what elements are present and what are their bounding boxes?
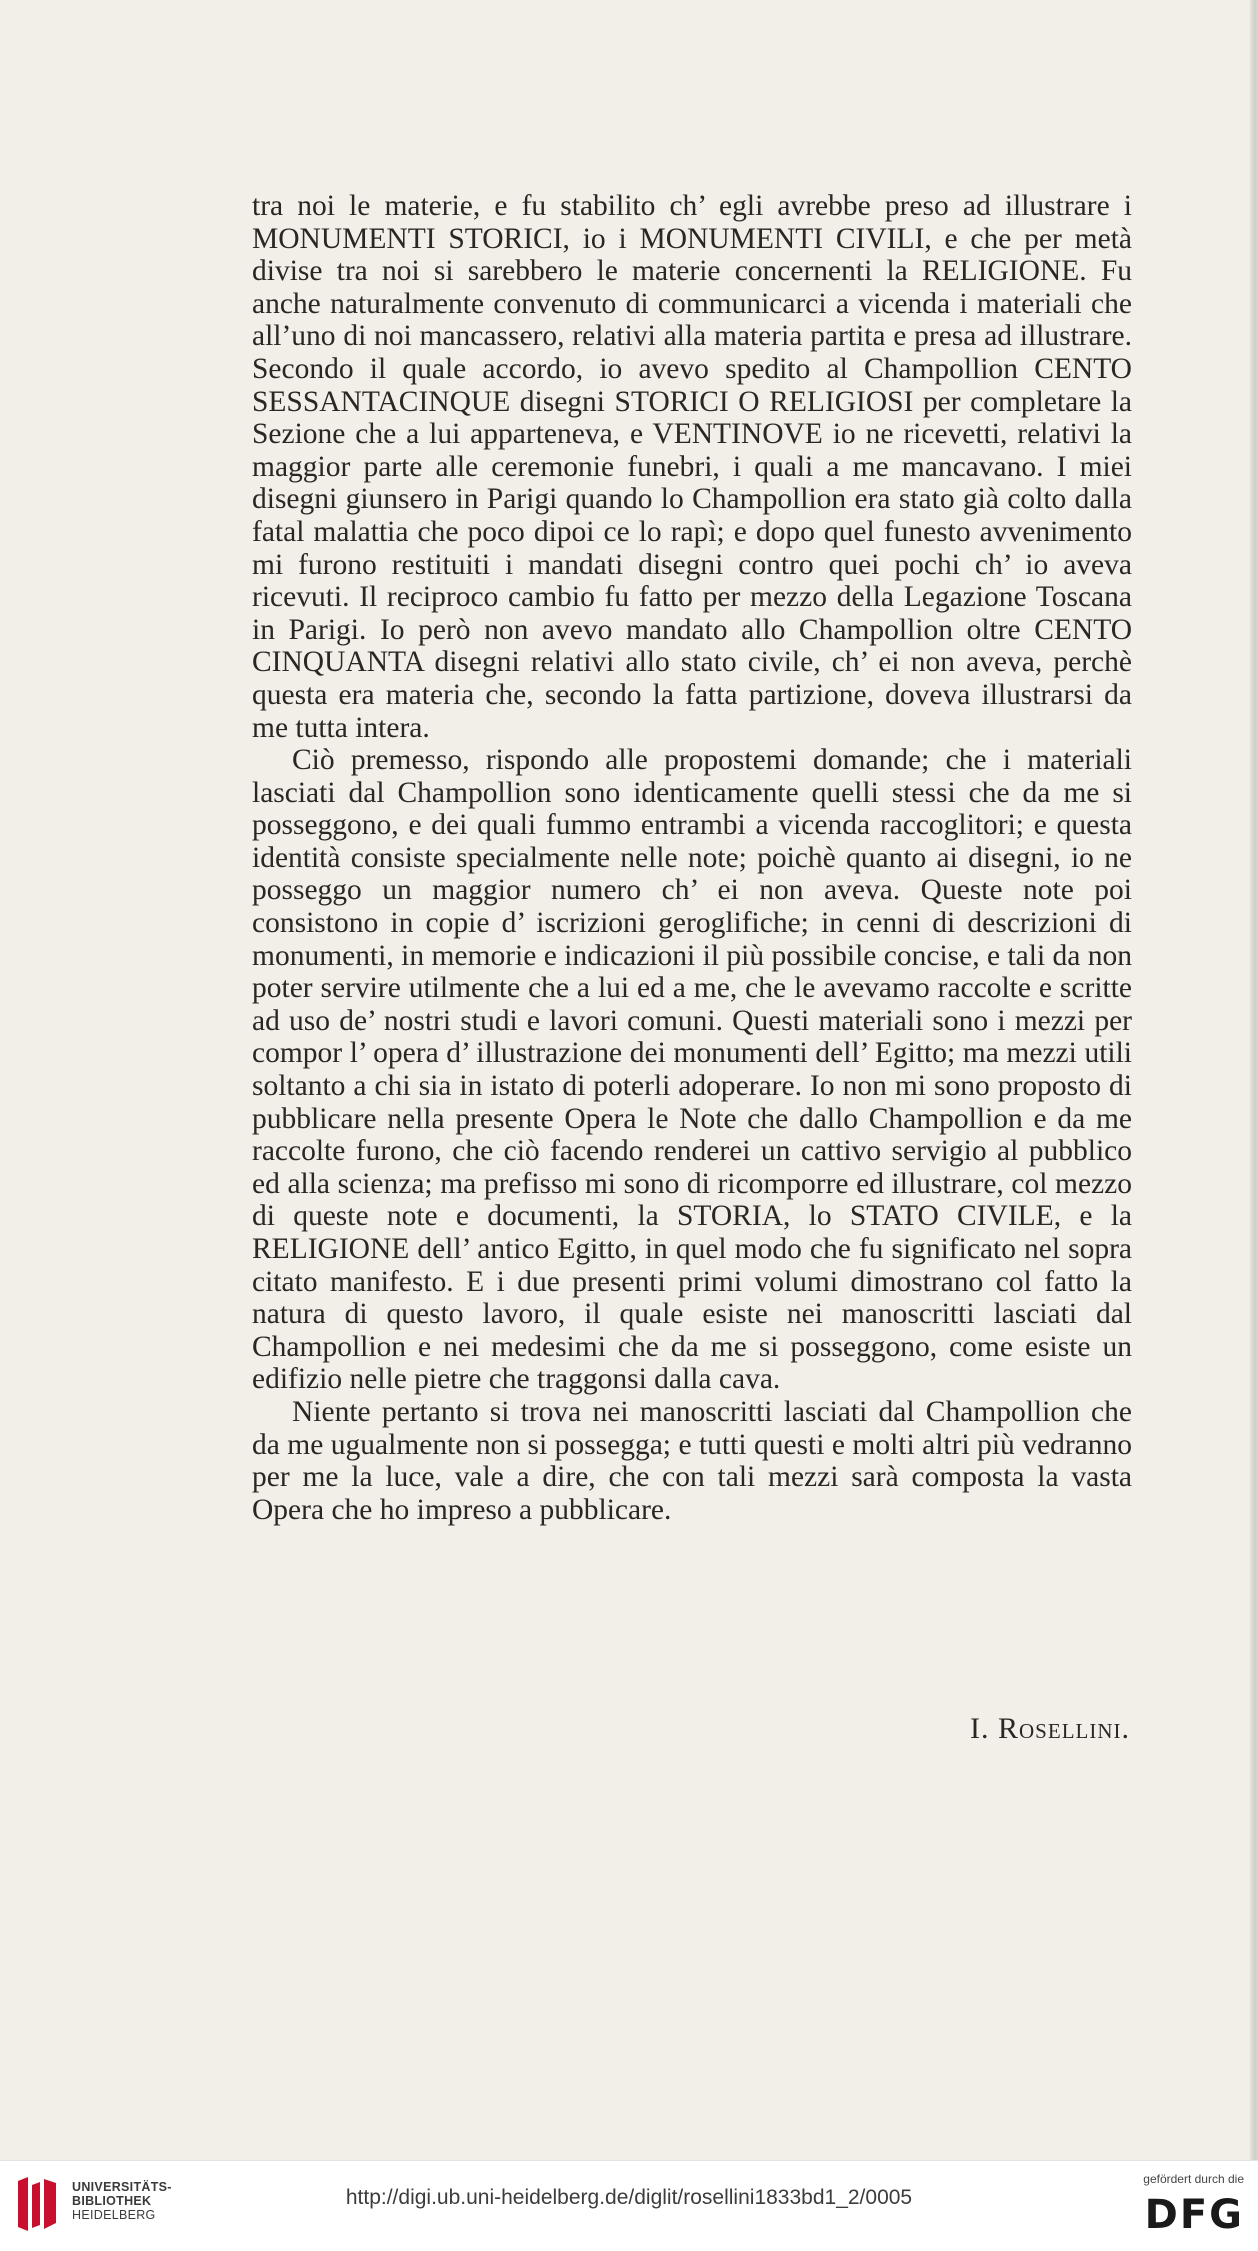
author-signature: I. Rosellini. [970, 1712, 1130, 1745]
library-line-2: BIBLIOTHEK [72, 2194, 152, 2208]
paragraph-3: Niente pertanto si trova nei manoscritti lasciati dal Champollion che da me ugualmente non si possegga; e tutti questi e molti altri più vedranno per me la luce, vale a dire, che con tali mezzi sarà composta la vasta Opera che ho impreso a pubblicare. [252, 1395, 1132, 1526]
paragraph-1: tra noi le materie, e fu stabilito ch’ egli avrebbe preso ad illustrare i MONUMENTI STORICI, io i MONUMENTI CIVILI, e che per metà divise tra noi si sarebbero le materie concernenti la RELIGIONE. Fu anche naturalmente convenuto di communicarci a vicenda i materiali che all’uno di noi mancassero, relativi alla materia partita e presa ad illustrare. Secondo il quale accordo, io avevo spedito al Champollion CENTO SESSANTACINQUE disegni STORICI O RELIGIOSI per completare la Sezione che a lui apparteneva, e VENTINOVE io ne ricevetti, relativi la maggior parte alle ceremonie funebri, i quali a me mancavano. I miei disegni giunsero in Parigi quando lo Champollion era stato già colto dalla fatal malattia che poco dipoi ce lo rapì; e dopo quel funesto avvenimento mi furono restituiti i mandati disegni contro quei pochi ch’ io aveva ricevuti. Il reciproco cambio fu fatto per mezzo della Legazione Toscana in Parigi. Io però non avevo mandato allo Champollion oltre CENTO CINQUANTA disegni relativi allo stato civile, ch’ ei non aveva, perchè questa era materia che, secondo la fatta partizione, doveva illustrarsi da me tutta intera. [252, 190, 1132, 744]
permalink-url[interactable]: http://digi.ub.uni-heidelberg.de/diglit/rosellini1833bd1_2/0005 [345, 2186, 913, 2209]
page-edge-shadow [1250, 0, 1256, 2160]
library-line-3: HEIDELBERG [72, 2208, 156, 2222]
dfg-logo[interactable]: DFG [1144, 2192, 1244, 2238]
library-line-1: UNIVERSITÄTS- [72, 2180, 172, 2194]
funding-caption: gefördert durch die [1143, 2172, 1244, 2186]
paragraph-2: Ciò premesso, rispondo alle propostemi domande; che i materiali lasciati dal Champollion sono identicamente quelli stessi che da me si posseggono, e dei quali fummo entrambi a vicenda raccoglitori; e questa identità consiste specialmente nelle note; poichè quanto ai disegni, io ne posseggo un maggior numero ch’ ei non aveva. Queste note poi consistono in copie d’ iscrizioni geroglifiche; in cenni di descrizioni di monumenti, in memorie e indicazioni il più possibile concise, e tali da non poter servire utilmente che a lui ed a me, che le avevamo raccolte e scritte ad uso de’ nostri studi e lavori comuni. Questi materiali sono i mezzi per compor l’ opera d’ illustrazione dei monumenti dell’ Egitto; ma mezzi utili soltanto a chi sia in istato di poterli adoperare. Io non mi sono proposto di pubblicare nella presente Opera le Note che dallo Champollion e da me raccolte furono, che ciò facendo renderei un cattivo servigio al pubblico ed alla scienza; ma prefisso mi sono di ricomporre ed illustrare, col mezzo di queste note e documenti, la STORIA, lo STATO CIVILE, e la RELIGIONE dell’ antico Egitto, in quel modo che fu significato nel sopra citato manifesto. E i due presenti primi volumi dimostrano col fatto la natura di questo lavoro, il quale esiste nei manoscritti lasciati dal Champollion e nei medesimi che da me si posseggono, come esiste un edifizio nelle pietre che traggonsi dalla cava. [252, 744, 1132, 1396]
body-text [252, 190, 1132, 1526]
